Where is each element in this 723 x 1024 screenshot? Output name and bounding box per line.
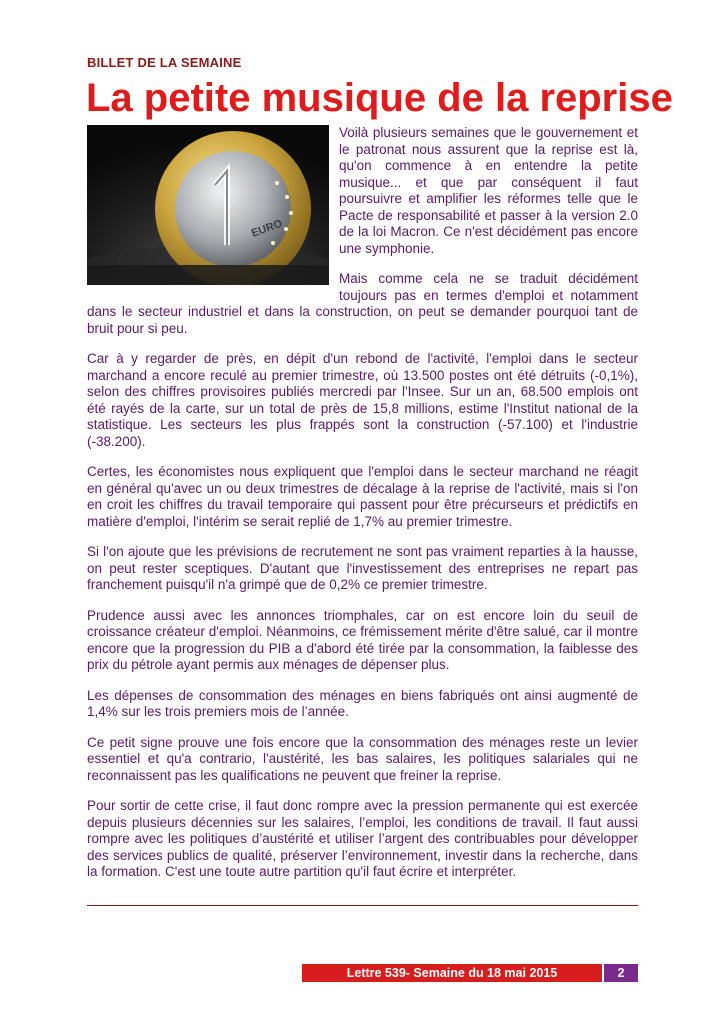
paragraph-3: Car à y regarder de près, en dépit d'un rebond de l'activité, l'emploi dans le secteur marchand a encore reculé au premier trimestre, où 13.500 postes ont été détruits (-0,1%), selon des chiffres provisoires publiés mercredi par l'Insee. Sur un an, 68.500 emplois ont été rayés de la carte, sur un total de près de 15,8 millions, estime l'Institut national de la statistique. Les secteurs les plus frappés sont la construction (-57.100) et l'industrie (-38.200).: [87, 351, 638, 449]
footer-divider: [87, 905, 638, 906]
article-title: La petite musique de la reprise: [86, 76, 673, 120]
svg-text:EURO: EURO: [249, 217, 284, 240]
paragraph-1: Voilà plusieurs semaines que le gouvernement et le patronat nous assurent que la reprise est là, qu'on commence à en entendre la petite musique... et que par conséquent il faut poursuivre et amplifier les réformes telle que le Pacte de responsabilité et passer à la version 2.0 de la loi Macron. Ce n'est décidément pas encore une symphonie.: [339, 125, 638, 256]
footer-issue-label: Lettre 539- Semaine du 18 mai 2015: [302, 964, 602, 982]
paragraph-6: Prudence aussi avec les annonces triomphales, car on est encore loin du seuil de croissance créateur d'emploi. Néanmoins, ce frémissement mérite d'être salué, car il montre encore que la progression du PIB a d'abord été tirée par la consommation, la faiblesse des prix du pétrole ayant permis aux ménages de dépenser plus.: [87, 607, 638, 672]
paragraph-9: Pour sortir de cette crise, il faut donc rompre avec la pression permanente qui est exercée depuis plusieurs décennies sur les salaires, l’emploi, les conditions de travail. Il faut aussi rompre avec les politiques d’austérité et utiliser l’argent des contribuables pour développer des services publics de qualité, préserver l’environnement, investir dans la recherche, dans la formation. C'est une toute autre partition qu'il faut écrire et interpréter.: [87, 798, 638, 879]
paragraph-5: Si l'on ajoute que les prévisions de recrutement ne sont pas vraiment reparties à la hausse, on peut rester sceptiques. D'autant que l'investissement des entreprises ne repart pas franchement puisqu'il n'a grimpé que de 0,2% ce premier trimestre.: [87, 544, 638, 592]
paragraph-4: Certes, les économistes nous expliquent que l'emploi dans le secteur marchand ne réagit en général qu'avec un ou deux trimestres de décalage à la reprise de l'activité, mais si l'on en croit les chiffres du travail temporaire qui passent pour être précurseurs et prédictifs en matière d'emploi, l'intérim se serait replié de 1,7% au premier trimestre.: [87, 464, 638, 529]
euro-coin-icon: [87, 125, 329, 285]
paragraph-8: Ce petit signe prouve une fois encore que la consommation des ménages reste un levier essentiel et qu'a contrario, l'austérité, les bas salaires, les politiques salariales qui ne reconnaissent pas les qualifications ne peuvent que freiner la reprise.: [87, 734, 638, 783]
article-body: [87, 125, 638, 895]
paragraph-7: Les dépenses de consommation des ménages en biens fabriqués ont ainsi augmenté de 1,4% sur les trois premiers mois de l’année.: [87, 687, 638, 719]
euro-coin-photo: [87, 125, 329, 285]
paragraph-2: Mais comme cela ne se traduit décidément toujours pas en termes d'emploi et notamment dans le secteur industriel et dans la construction, on peut se demander pourquoi tant de bruit pour si peu.: [87, 271, 638, 336]
section-kicker: BILLET DE LA SEMAINE: [87, 55, 242, 70]
page-number-badge: 2: [604, 964, 638, 982]
